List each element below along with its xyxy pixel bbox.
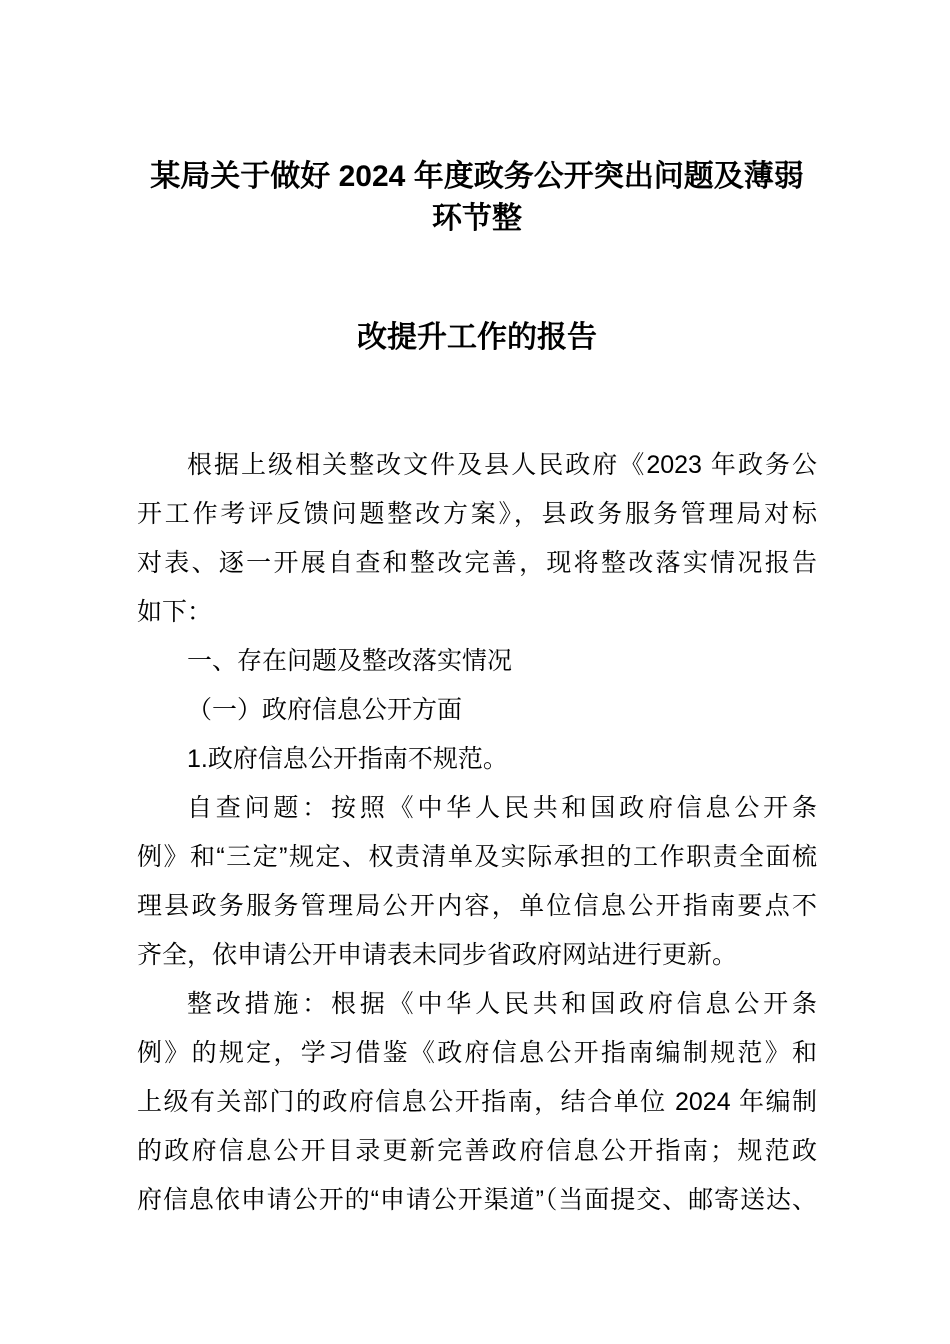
paragraph-self-check-problem: [137, 784, 817, 980]
document-title-line-2: 改提升工作的报告: [357, 321, 597, 354]
text-line: 如下：: [137, 598, 213, 626]
document-content: [137, 0, 817, 1225]
text-line: 齐全，依申请公开申请表未同步省政府网站进行更新。: [137, 941, 738, 969]
paragraph-intro: [137, 441, 817, 637]
text-line: 一、存在问题及整改落实情况: [187, 647, 513, 675]
item-1-title: [137, 735, 817, 784]
text-line: 根据上级相关整改文件及县人民政府《2023 年政务公: [187, 451, 817, 479]
heading-section-1: [137, 637, 817, 686]
text-line: 自查问题：按照《中华人民共和国政府信息公开条: [187, 794, 817, 822]
document-title-line-1: 某局关于做好 2024 年度政务公开突出问题及薄弱环节整: [150, 160, 804, 235]
paragraph-rectification-measures: [137, 980, 817, 1225]
heading-section-1-1: [137, 686, 817, 735]
text-line: 的政府信息公开目录更新完善政府信息公开指南；规范政: [137, 1137, 817, 1165]
text-line: 上级有关部门的政府信息公开指南，结合单位 2024 年编制: [137, 1088, 817, 1116]
text-line: 整改措施：根据《中华人民共和国政府信息公开条: [187, 990, 817, 1018]
text-line: （一）政府信息公开方面: [187, 696, 463, 724]
text-line: 例》和“三定”规定、权责清单及实际承担的工作职责全面梳: [137, 843, 817, 871]
document-body: [137, 441, 817, 1225]
text-line: 对表、逐一开展自查和整改完善，现将整改落实情况报告: [137, 549, 817, 577]
text-line: 府信息依申请公开的“申请公开渠道”（当面提交、邮寄送达、: [137, 1186, 817, 1214]
text-line: 开工作考评反馈问题整改方案》，县政务服务管理局对标: [137, 500, 817, 528]
text-line: 理县政务服务管理局公开内容，单位信息公开指南要点不: [137, 892, 817, 920]
text-line: 1.政府信息公开指南不规范。: [187, 745, 508, 773]
text-line: 例》的规定，学习借鉴《政府信息公开指南编制规范》和: [137, 1039, 817, 1067]
